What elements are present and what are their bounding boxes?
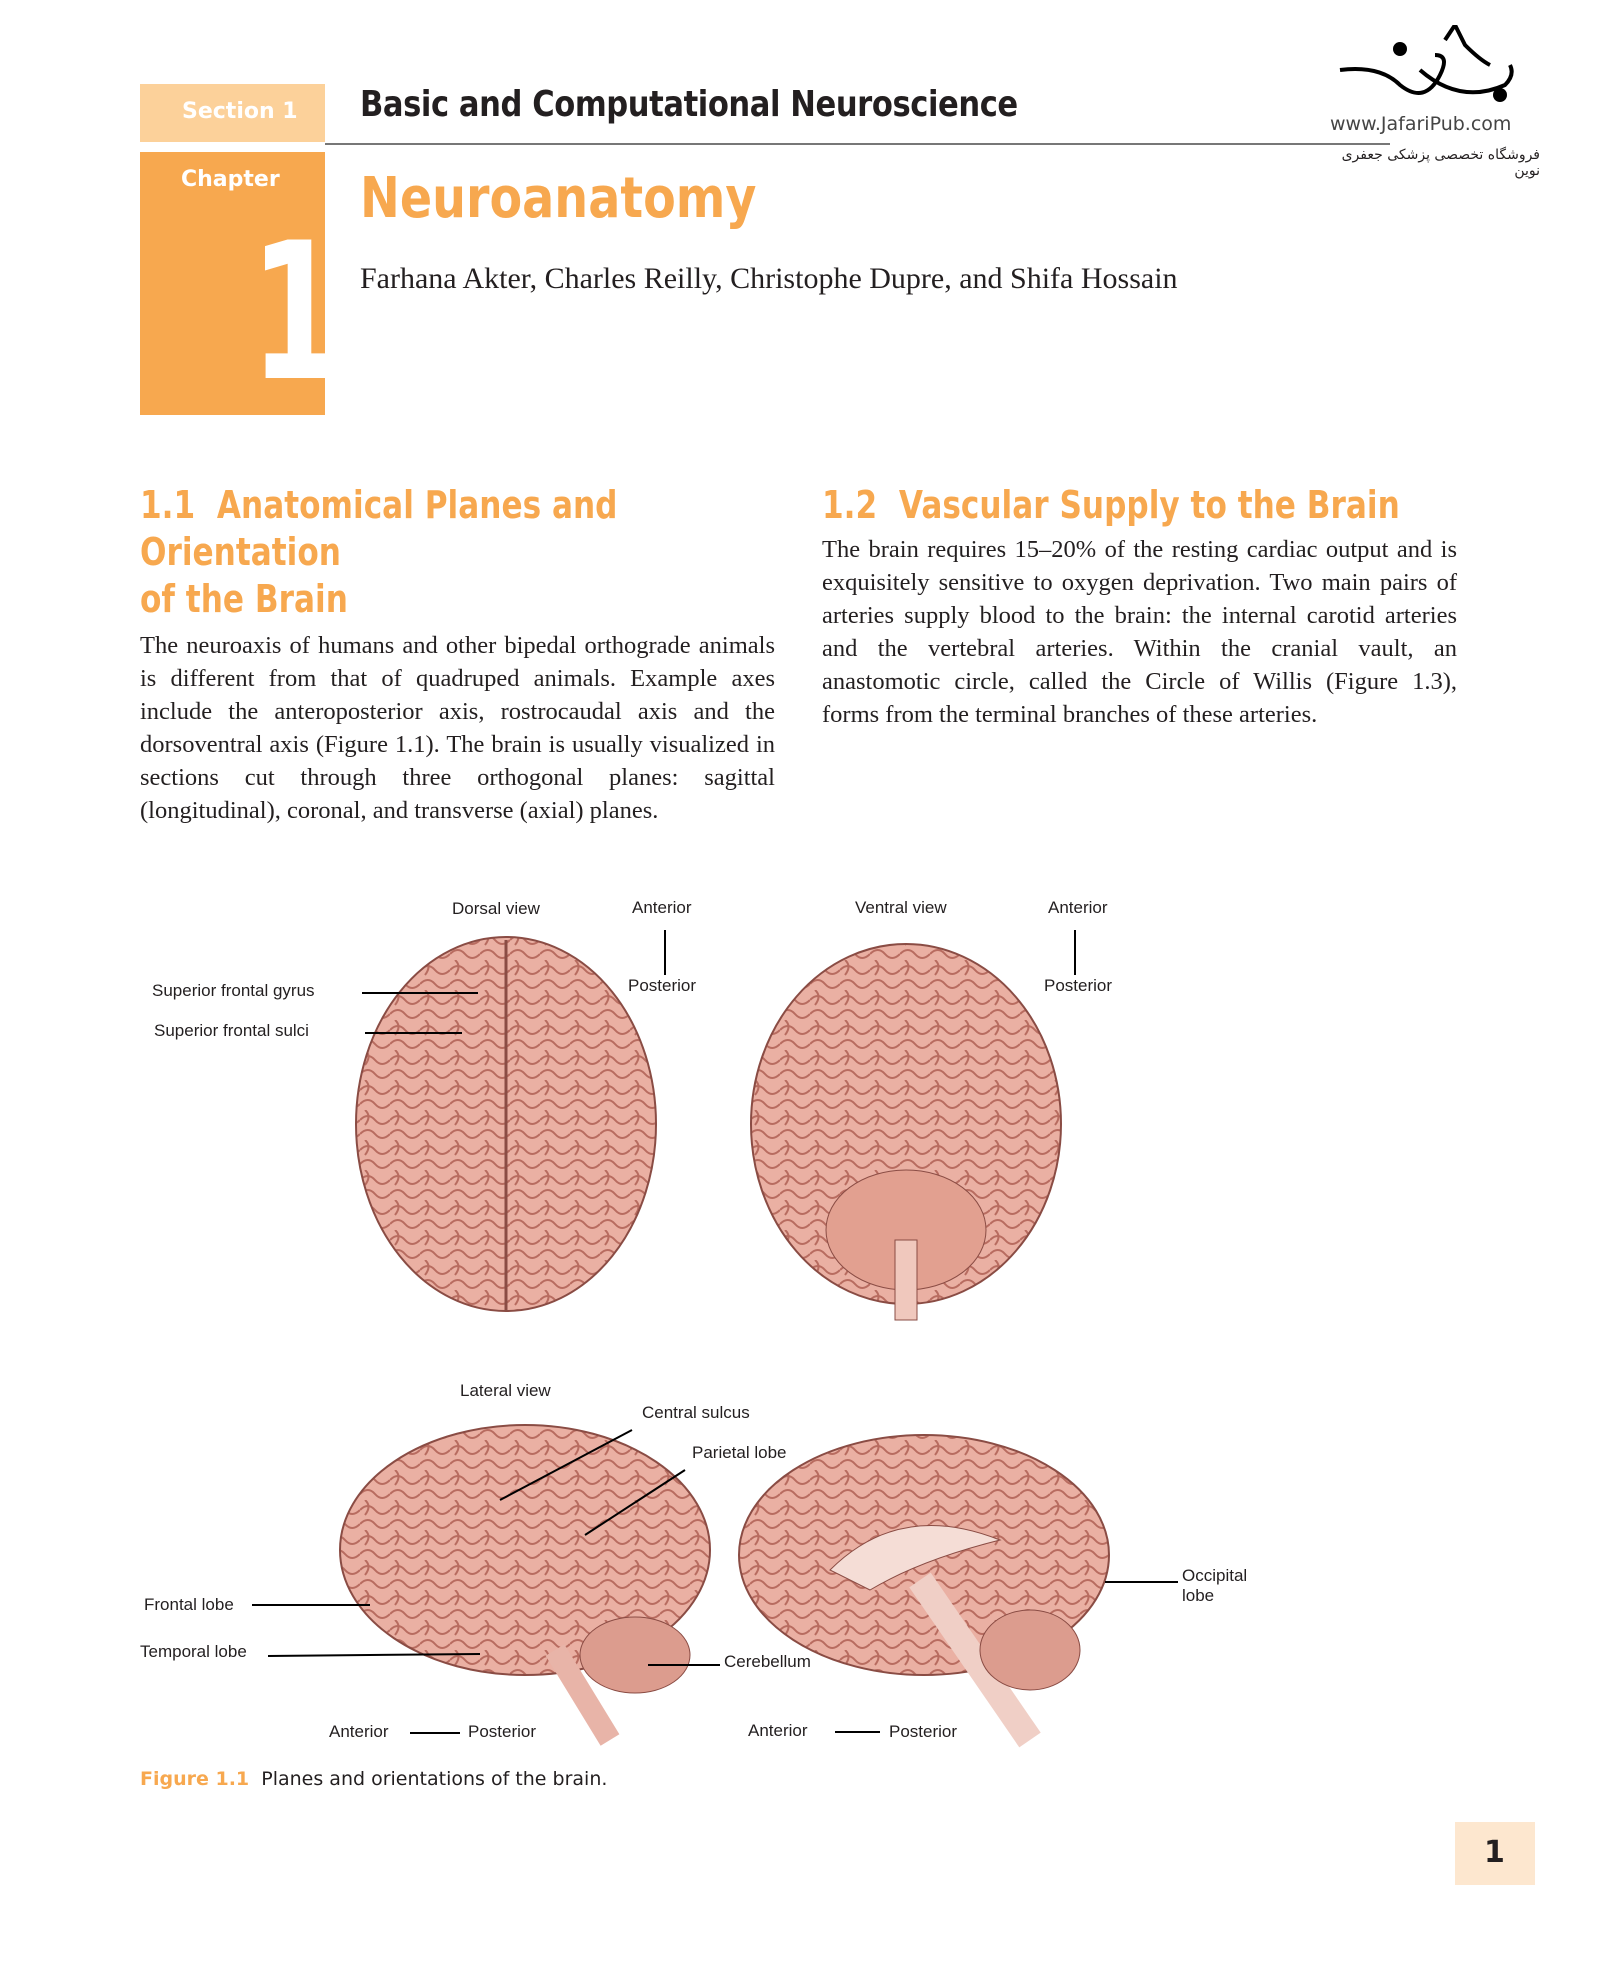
label-anterior: Anterior: [329, 1722, 389, 1741]
label-anterior: Anterior: [748, 1721, 808, 1740]
section-heading: 1.2 Vascular Supply to the Brain: [822, 483, 1400, 527]
label-frontal-lobe: Frontal lobe: [144, 1595, 234, 1614]
label-dorsal-view: Dorsal view: [452, 899, 540, 918]
label-occipital-lobe: Occipital lobe: [1182, 1566, 1248, 1605]
chapter-title: Neuroanatomy: [360, 166, 757, 231]
label-lateral-view: Lateral view: [460, 1381, 551, 1400]
label-posterior: Posterior: [628, 976, 697, 995]
section-label: Section 1: [182, 99, 298, 124]
label-anterior: Anterior: [632, 898, 692, 917]
figure-caption: Figure 1.1 Planes and orientations of the brain.: [140, 1768, 608, 1790]
label-temporal-lobe: Temporal lobe: [140, 1642, 247, 1661]
label-superior-frontal-sulci: Superior frontal sulci: [154, 1021, 309, 1040]
section-heading: 1.1 Anatomical Planes and Orientation of the Brain: [140, 483, 618, 621]
label-posterior: Posterior: [889, 1722, 958, 1741]
section-body: The neuroaxis of humans and other bipedal orthograde animals is different from that of quadruped animals. Example axes include the anteroposterior axis, rostrocaudal axis and the dorsoventral axis (Figure 1.1). The brain is usually visualized in sections cut through three orthogonal planes: sagittal (longitudinal), coronal, and transverse (axial) planes.: [140, 632, 775, 824]
section-title: Basic and Computational Neuroscience: [360, 84, 1018, 125]
logo-persian-text: فروشگاه تخصصی پزشکی جعفری نوین: [1341, 147, 1540, 179]
label-central-sulcus: Central sulcus: [642, 1403, 750, 1422]
label-cerebellum: Cerebellum: [724, 1652, 811, 1671]
logo-url: www.JafariPub.com: [1330, 113, 1512, 135]
section-body: The brain requires 15–20% of the resting cardiac output and is exquisitely sensitive to oxygen deprivation. Two main pairs of arteries supply blood to the brain: the internal carotid arteries and the vertebral arteries. Within the cranial vault, an anastomotic circle, called the Circle of Willis (Figure 1.3), forms from the terminal branches of these arteries.: [822, 536, 1457, 728]
chapter-number: 1: [250, 202, 343, 423]
page-number: 1: [1484, 1835, 1505, 1870]
chapter-label: Chapter: [181, 167, 280, 192]
chapter-authors: Farhana Akter, Charles Reilly, Christophe Dupre, and Shifa Hossain: [360, 262, 1178, 295]
label-ventral-view: Ventral view: [855, 898, 947, 917]
sagittal-brain-image: [739, 1435, 1109, 1740]
lateral-brain-image: [340, 1425, 710, 1740]
label-parietal-lobe: Parietal lobe: [692, 1443, 787, 1462]
ventral-brain-image: [751, 944, 1061, 1320]
label-anterior: Anterior: [1048, 898, 1108, 917]
label-posterior: Posterior: [1044, 976, 1113, 995]
label-posterior: Posterior: [468, 1722, 537, 1741]
label-superior-frontal-gyrus: Superior frontal gyrus: [152, 981, 315, 1000]
